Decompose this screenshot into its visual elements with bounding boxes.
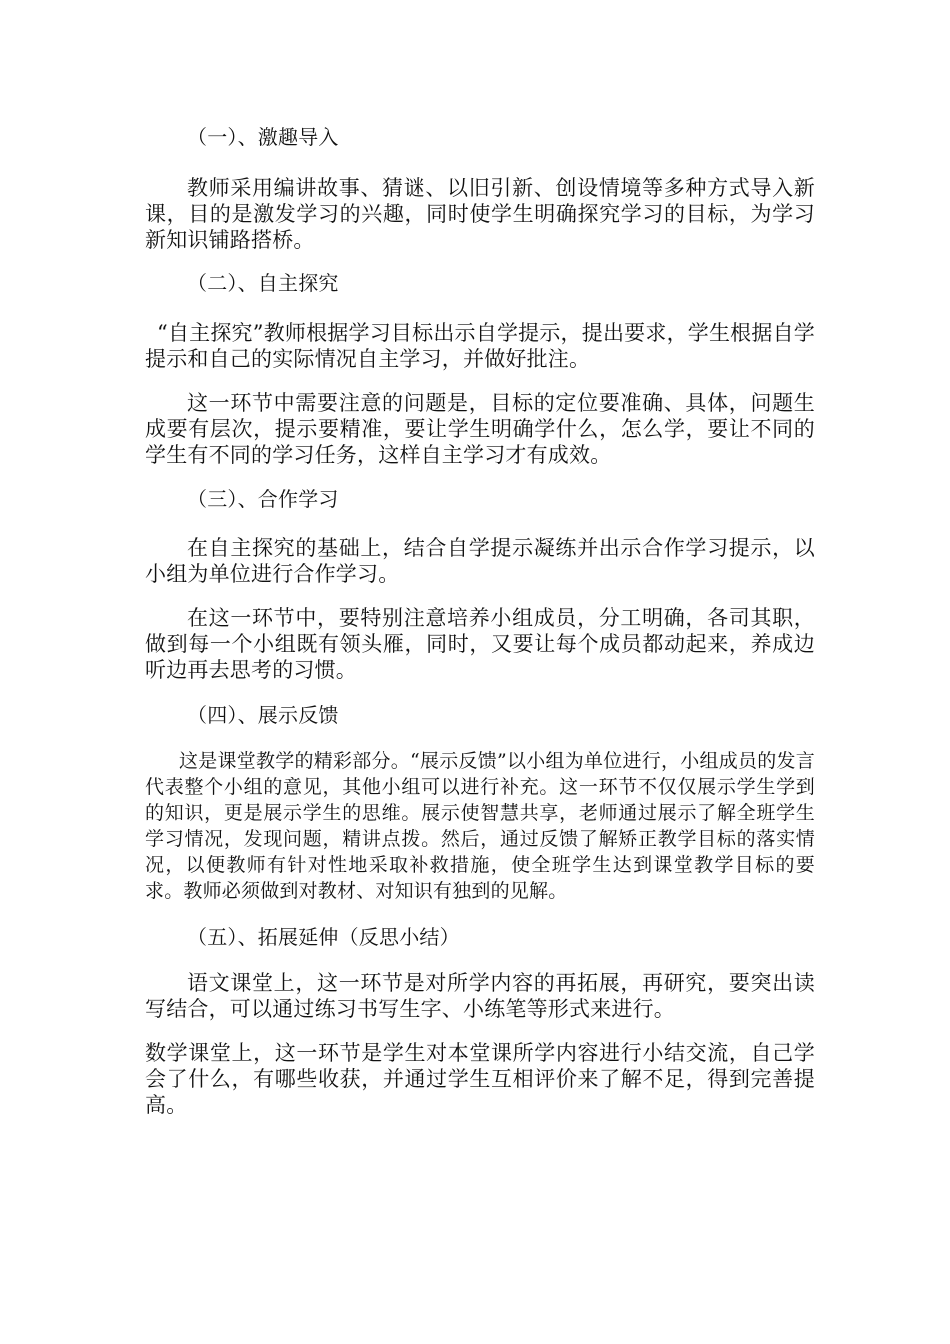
section-5-paragraph-1: 语文课堂上，这一环节是对所学内容的再拓展，再研究，要突出读写结合，可以通过练习书写生字、小练笔等形式来进行。 [145,971,815,1021]
section-3-paragraph-2: 在这一环节中，要特别注意培养小组成员，分工明确，各司其职，做到每一个小组既有领头雁，同时，又要让每个成员都动起来，养成边听边再去思考的习惯。 [145,606,815,682]
section-5-paragraph-2: 数学课堂上，这一环节是学生对本堂课所学内容进行小结交流，自己学会了什么，有哪些收获，并通过学生互相评价来了解不足，得到完善提高。 [145,1041,815,1117]
section-4-paragraph-1: 这是课堂教学的精彩部分。“展示反馈”以小组为单位进行，小组成员的发言代表整个小组的意见，其他小组可以进行补充。这一环节不仅仅展示学生学到的知识，更是展示学生的思维。展示使智慧共享，老师通过展示了解全班学生学习情况，发现问题，精讲点拨。然后，通过反馈了解矫正教学目标的落实情况，以便教师有针对性地采取补救措施，使全班学生达到课堂教学目标的要求。教师必须做到对教材、对知识有独到的见解。 [145,750,815,902]
section-2-paragraph-2: 这一环节中需要注意的问题是，目标的定位要准确、具体，问题生成要有层次，提示要精准，要让学生明确学什么，怎么学，要让不同的学生有不同的学习任务，这样自主学习才有成效。 [145,391,815,467]
section-heading-2: （二）、自主探究 [187,271,339,295]
section-2-paragraph-1: “自主探究”教师根据学习目标出示自学提示，提出要求，学生根据自学提示和自己的实际情况自主学习，并做好批注。 [145,321,815,371]
section-1-paragraph-1: 教师采用编讲故事、猜谜、以旧引新、创设情境等多种方式导入新课，目的是激发学习的兴趣，同时使学生明确探究学习的目标，为学习新知识铺路搭桥。 [145,176,815,252]
section-heading-5: （五）、拓展延伸（反思小结） [187,925,460,949]
section-heading-1: （一）、激趣导入 [187,125,339,149]
section-heading-4: （四）、展示反馈 [187,703,339,727]
section-heading-3: （三）、合作学习 [187,487,339,511]
section-3-paragraph-1: 在自主探究的基础上，结合自学提示凝练并出示合作学习提示，以小组为单位进行合作学习。 [145,536,815,586]
